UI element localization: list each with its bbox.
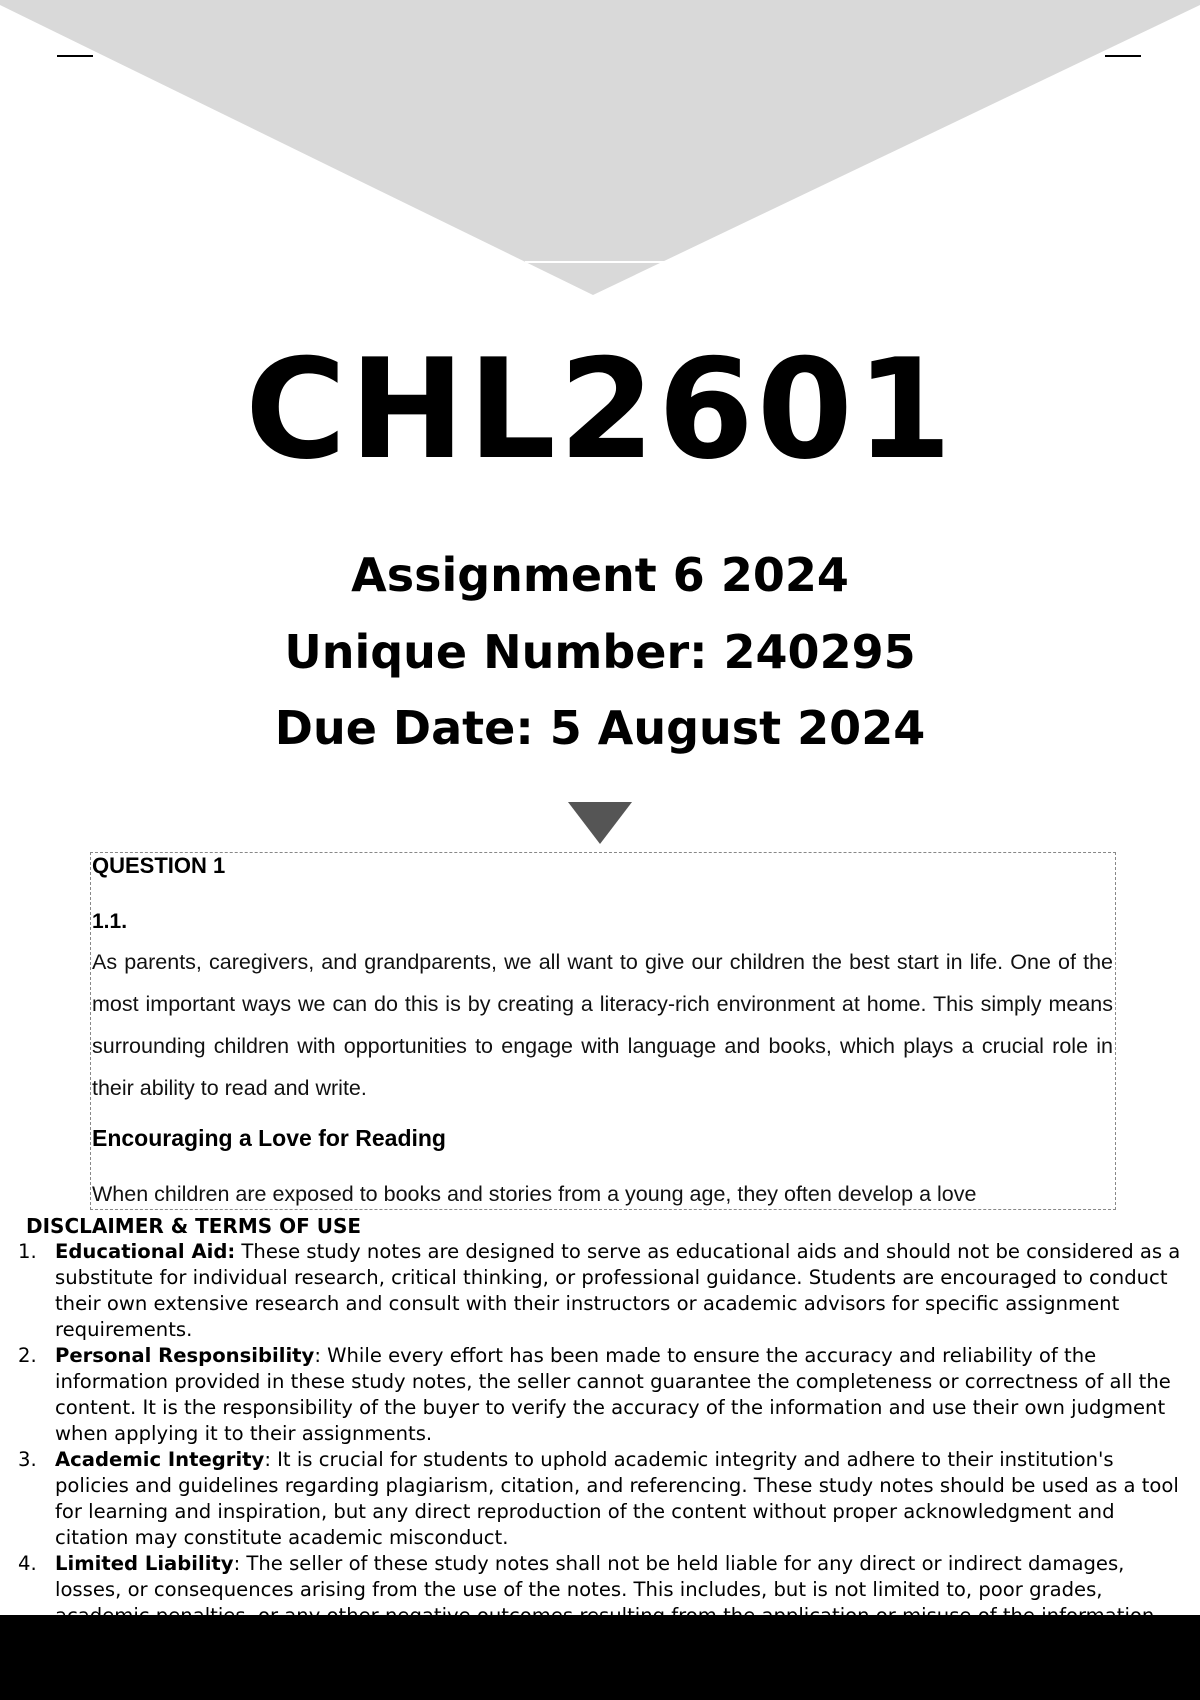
item-heading: Academic Integrity <box>55 1448 265 1471</box>
assignment-title: Assignment 6 2024 <box>351 548 849 602</box>
intro-paragraph: As parents, caregivers, and grandparents, we all want to give our children the best start in life. One of the most important ways we can do this is by creating a literacy-rich environment at home. This simply means surrounding children with opportunities to engage with language and books, which plays a crucial role in their ability to read and write. <box>92 950 1113 1100</box>
cut-off-paragraph: When children are exposed to books and stories from a young age, they often develop a love <box>92 1182 977 1206</box>
item-text: : It is crucial for students to uphold academic integrity and adhere to their institution's policies and guidelines regarding plagiarism, citation, and referencing. These study notes should be used as a tool for learning and inspiration, but any direct reproduction of the content without proper acknowledgment and citation may constitute academic misconduct. <box>55 1448 1179 1549</box>
question-heading: QUESTION 1 <box>92 853 226 878</box>
disclaimer-section <box>0 1213 1200 1613</box>
item-number: 3. <box>18 1448 37 1471</box>
section-subheading: Encouraging a Love for Reading <box>92 1125 446 1151</box>
disclaimer-item <box>0 1447 1190 1551</box>
item-text: : The seller of these study notes shall not be held liable for any direct or indirect damages, losses, or consequences arising from the use of the notes. This includes, but is not limited to, poor grades, <box>55 1552 1125 1601</box>
item-text: These study notes are designed to serve as educational aids and should not be considered as a substitute for individual research, critical thinking, or professional guidance. Students are encouraged to conduct their own extensive research and consult with their instructors or academic advisors for specific assignment requirements. <box>55 1240 1181 1341</box>
disclaimer-item <box>0 1239 1190 1343</box>
down-arrow-icon <box>568 802 632 844</box>
item-number: 2. <box>18 1344 37 1367</box>
item-number: 1. <box>18 1240 37 1263</box>
bottom-black-bar <box>0 1615 1200 1700</box>
item-heading: Limited Liability <box>55 1552 234 1575</box>
corner-line-left <box>57 55 93 57</box>
corner-line-right <box>1105 55 1141 57</box>
item-heading: Personal Responsibility <box>55 1344 315 1367</box>
unique-number: Unique Number: 240295 <box>284 625 916 679</box>
document-preview <box>90 852 1116 1210</box>
cover-banner <box>0 0 1200 300</box>
item-heading: Educational Aid: <box>55 1240 236 1263</box>
item-number: 4. <box>18 1552 37 1575</box>
course-code: CHL2601 <box>245 329 955 490</box>
item-text: : While every effort has been made to ensure the accuracy and reliability of the information provided in these study notes, the seller cannot guarantee the completeness or correctness of all the content. It is the responsibility of the buyer to verify the accuracy of the information and use their own judgment when applying it to their assignments. <box>55 1344 1171 1445</box>
due-date: Due Date: 5 August 2024 <box>274 701 926 755</box>
disclaimer-item <box>0 1343 1190 1447</box>
disclaimer-title: DISCLAIMER & TERMS OF USE <box>26 1214 362 1238</box>
disclaimer-list <box>0 1239 1190 1629</box>
sub-question-number: 1.1. <box>92 910 128 933</box>
